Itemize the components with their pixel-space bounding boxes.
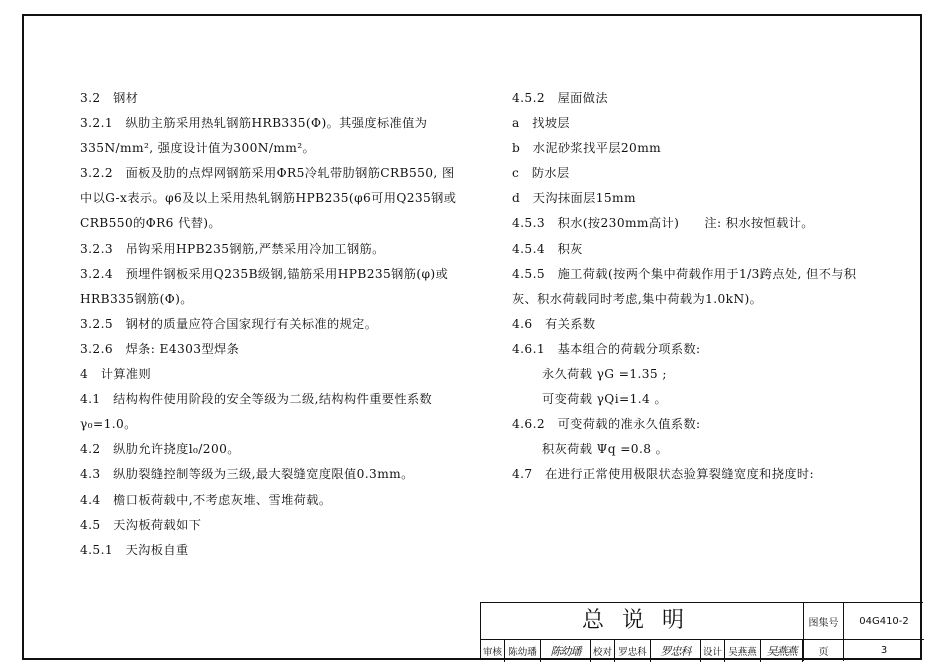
atlas-label: 图集号 [803,603,843,639]
text-line: 4.5.3 积水(按230mm高计) 注: 积水按恒载计。 [512,216,814,231]
text-line: 4.1 结构构件使用阶段的安全等级为二级,结构构件重要性系数 [80,392,433,407]
text-line: 3.2.4 预埋件钢板采用Q235B级钢,锚筋采用HPB235钢筋(φ)或 [80,266,449,281]
designer-name: 吴燕燕 [725,640,761,662]
drawing-title: 总说明 [581,608,702,633]
text-line: 4.5.4 积灰 [512,241,583,256]
text-line: HRB335钢筋(Φ)。 [80,291,193,306]
text-line: γ₀=1.0。 [80,417,137,432]
text-line: 3.2.5 钢材的质量应符合国家现行有关标准的规定。 [80,316,378,331]
check-label: 校对 [591,640,615,662]
text-line: 4.6.1 基本组合的荷载分项系数: [512,341,701,356]
page-label: 页 [803,639,843,661]
checker-signature: 罗忠科 [651,640,701,662]
text-line: d 天沟抹面层15mm [512,191,636,206]
section-heading: 4.6 有关系数 [512,316,596,331]
text-line: 335N/mm², 强度设计值为300N/mm²。 [80,141,316,156]
text-line: 4.2 纵肋允许挠度l₀/200。 [80,442,240,457]
text-line: 积灰荷载 Ψq =0.8 。 [542,442,669,457]
text-line: 4.5.2 屋面做法 [512,91,608,105]
section-heading: 4 计算准则 [80,367,152,382]
text-line: CRB550的ΦR6 代替)。 [80,216,222,231]
text-line: 4.3 纵肋裂缝控制等级为三级,最大裂缝宽度限值0.3mm。 [80,467,414,482]
left-column [80,86,490,563]
text-line: 灰、积水荷载同时考虑,集中荷载为1.0kN)。 [512,291,763,306]
right-column [512,86,902,488]
reviewer-name: 陈幼璠 [505,640,541,662]
design-label: 设计 [701,640,725,662]
text-line: 中以G-x表示。φ6及以上采用热轧钢筋HPB235(φ6可用Q235钢或 [80,191,457,206]
text-line: 4.4 檐口板荷载中,不考虑灰堆、雪堆荷载。 [80,492,332,507]
text-line: 3.2 钢材 [80,91,139,105]
text-line: 4.5 天沟板荷载如下 [80,517,202,532]
text-line: 4.5.1 天沟板自重 [80,542,189,557]
text-line: c 防水层 [512,166,570,181]
text-line: 4.6.2 可变荷载的准永久值系数: [512,417,701,432]
text-line: 4.5.5 施工荷载(按两个集中荷载作用于1/3跨点处, 但不与积 [512,266,857,281]
text-line: 可变荷载 γQi=1.4 。 [542,392,668,407]
text-line: 3.2.1 纵肋主筋采用热轧钢筋HRB335(Φ)。其强度标准值为 [80,116,428,131]
checker-name: 罗忠科 [615,640,651,662]
text-line: 3.2.2 面板及肋的点焊网钢筋采用ΦR5冷轧带肋钢筋CRB550, 图 [80,166,455,181]
signature-row [481,639,803,662]
text-line: a 找坡层 [512,116,571,131]
text-line: 3.2.6 焊条: E4303型焊条 [80,341,240,356]
page-number: 3 [843,639,924,661]
designer-signature: 吴燕燕 [761,640,803,662]
text-line: 3.2.3 吊钩采用HPB235钢筋,严禁采用冷加工钢筋。 [80,241,385,256]
review-label: 审核 [481,640,505,662]
reviewer-signature: 陈幼璠 [541,640,591,662]
text-line: b 水泥砂浆找平层20mm [512,141,662,156]
text-line: 永久荷载 γG =1.35 ; [542,367,667,382]
atlas-number: 04G410-2 [843,603,924,639]
title-block [480,602,923,660]
text-line: 4.7 在进行正常使用极限状态验算裂缝宽度和挠度时: [512,467,815,482]
